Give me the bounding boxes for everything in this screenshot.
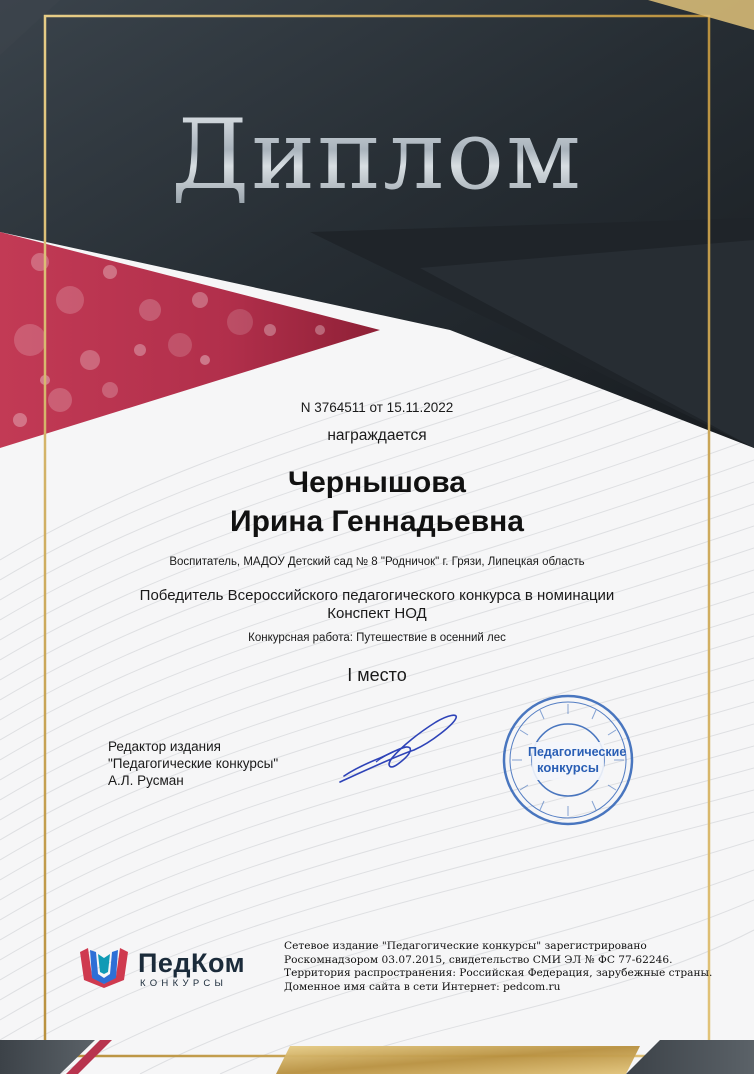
certificate-number: N 3764511 от 15.11.2022 [300, 400, 454, 415]
editor-block [108, 738, 278, 789]
editor-title: Редактор издания [108, 739, 221, 754]
pedkom-logo-subtitle: КОНКУРСЫ [140, 978, 228, 989]
recipient-given-names: Ирина Геннадьевна [230, 505, 524, 538]
nomination-line-2: Конспект НОД [327, 605, 427, 622]
registration-line-4: Доменное имя сайта в сети Интернет: pedcom.ru [284, 980, 561, 993]
pedkom-logo-icon [78, 946, 130, 988]
registration-line-2: Роскомнадзором 03.07.2015, свидетельство СМИ ЭЛ № ФС 77-62246. [284, 953, 673, 966]
competition-work: Конкурсная работа: Путешествие в осенний лес [248, 632, 506, 644]
editor-name: А.Л. Русман [108, 773, 184, 788]
award-place: I место [347, 665, 407, 685]
registration-line-1: Сетевое издание "Педагогические конкурсы" зарегистрировано [284, 940, 647, 952]
recipient-surname: Чернышова [288, 466, 466, 499]
stamp-label [528, 745, 627, 775]
nomination-line-1: Победитель Всероссийского педагогического конкурса в номинации [139, 587, 615, 604]
editor-publication: "Педагогические конкурсы" [108, 756, 279, 771]
diploma-title: Диплом [0, 100, 754, 210]
signature-image [336, 712, 466, 790]
registration-info [284, 940, 714, 994]
registration-line-3: Территория распространения: Российская Федерация, зарубежные страны. [284, 967, 713, 980]
awarded-label: награждается [327, 427, 427, 444]
recipient-position: Воспитатель, МАДОУ Детский сад № 8 "Родничок" г. Грязи, Липецкая область [169, 556, 585, 568]
stamp-label-line-2: конкурсы [537, 760, 599, 775]
stamp-label-line-1: Педагогические [528, 745, 627, 759]
pedkom-logo-name: ПедКом [138, 948, 246, 978]
